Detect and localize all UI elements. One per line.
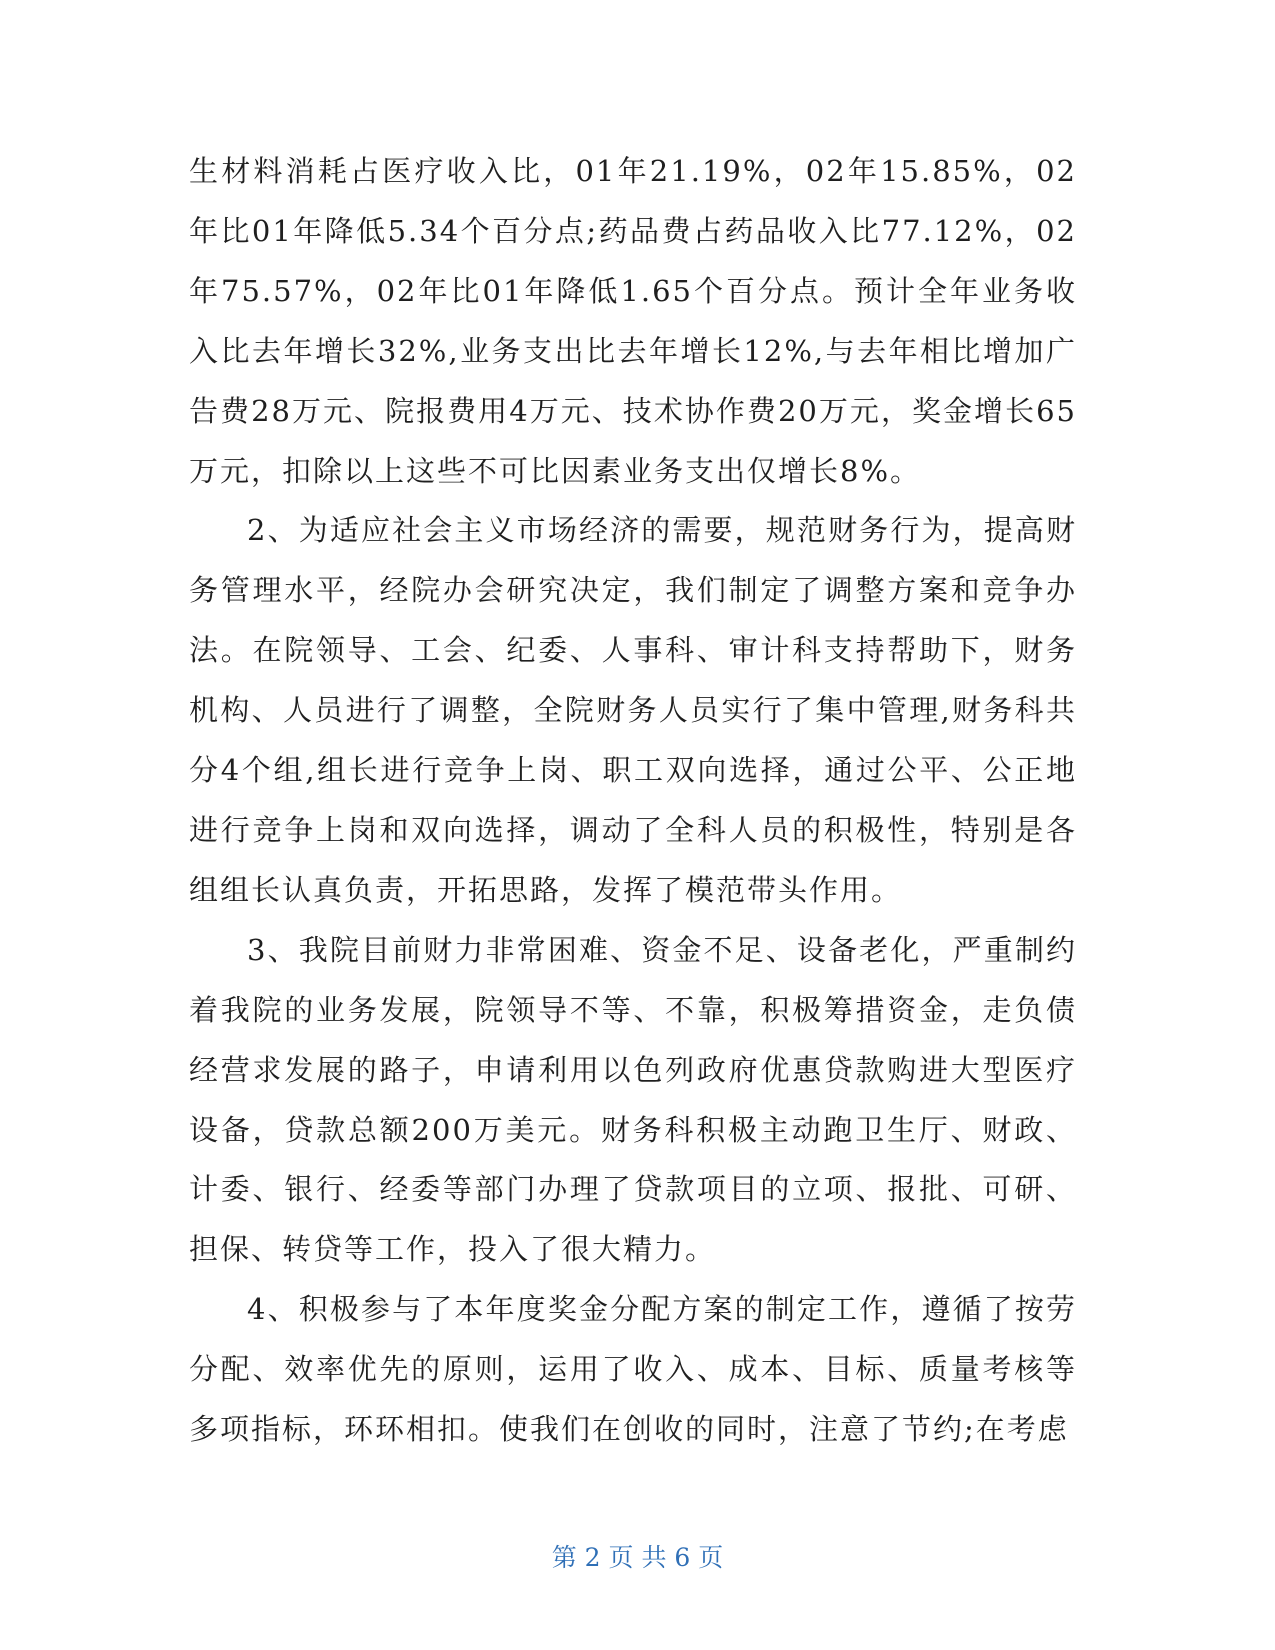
document-body xyxy=(189,142,1077,1460)
paragraph-1: 生材料消耗占医疗收入比，01年21.19%，02年15.85%，02年比01年降低5.34个百分点;药品费占药品收入比77.12%，02年75.57%，02年比01年降低1.65个百分点。预计全年业务收入比去年增长32%,业务支出比去年增长12%,与去年相比增加广告费28万元、院报费用4万元、技术协作费20万元，奖金增长65万元，扣除以上这些不可比因素业务支出仅增长8%。 xyxy=(189,154,1077,488)
page-number-footer: 第 2 页 共 6 页 xyxy=(551,1543,724,1572)
paragraph-4: 4、积极参与了本年度奖金分配方案的制定工作，遵循了按劳分配、效率优先的原则，运用了收入、成本、目标、质量考核等多项指标，环环相扣。使我们在创收的同时，注意了节约;在考虑 xyxy=(189,1292,1077,1447)
paragraph-2: 2、为适应社会主义市场经济的需要，规范财务行为，提高财务管理水平，经院办会研究决定，我们制定了调整方案和竞争办法。在院领导、工会、纪委、人事科、审计科支持帮助下，财务机构、人员进行了调整，全院财务人员实行了集中管理,财务科共分4个组,组长进行竞争上岗、职工双向选择，通过公平、公正地进行竞争上岗和双向选择，调动了全科人员的积极性，特别是各组组长认真负责，开拓思路，发挥了模范带头作用。 xyxy=(189,513,1077,907)
paragraph-3: 3、我院目前财力非常困难、资金不足、设备老化，严重制约着我院的业务发展，院领导不等、不靠，积极筹措资金，走负债经营求发展的路子，申请利用以色列政府优惠贷款购进大型医疗设备，贷款总额200万美元。财务科积极主动跑卫生厅、财政、计委、银行、经委等部门办理了贷款项目的立项、报批、可研、担保、转贷等工作，投入了很大精力。 xyxy=(189,932,1077,1267)
